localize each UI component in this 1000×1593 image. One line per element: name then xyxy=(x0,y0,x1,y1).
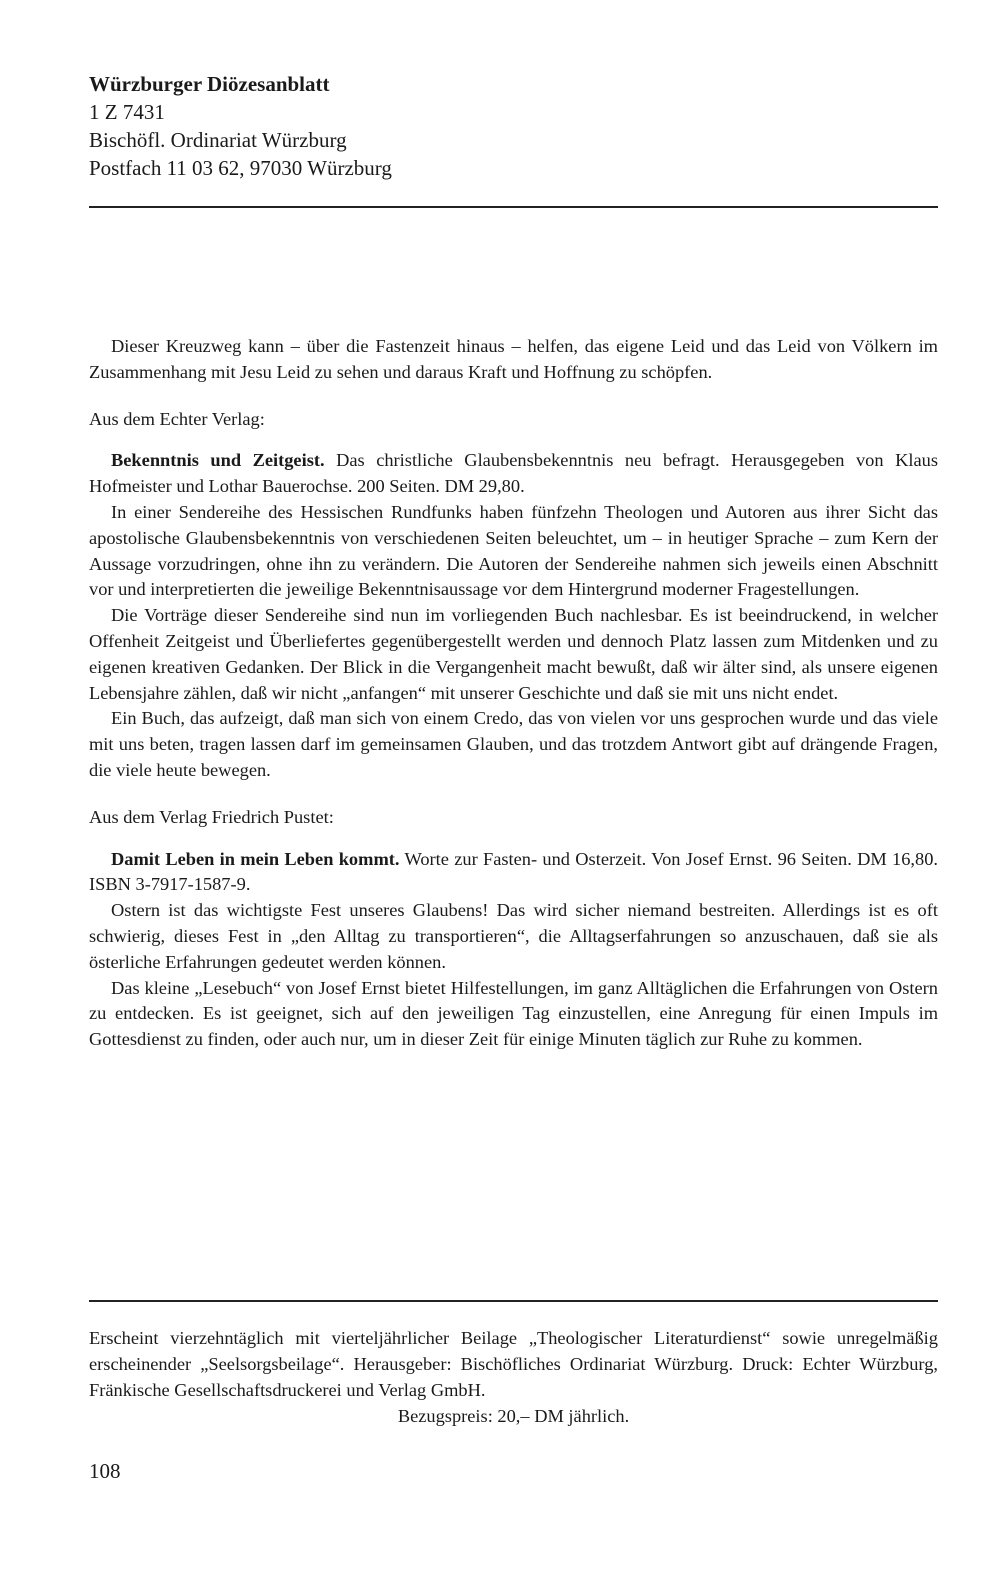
paragraph: Ein Buch, das aufzeigt, daß man sich von einem Credo, das von vielen vor uns gesprochen wurde und das viele mit uns beten, tragen lassen darf im gemeinsamen Glauben, und das trotzdem Antwort gibt auf drängende Fragen, die viele heute bewegen. xyxy=(89,708,938,780)
paragraph: Die Vorträge dieser Sendereihe sind nun im vorliegenden Buch nachlesbar. Es ist beeindruckend, in welcher Offenheit Zeitgeist und Überliefertes gegenübergestellt werden und dennoch Platz lassen zum Mitdenken und zu eigenen kreativen Gedanken. Der Blick in die Vergangenheit macht bewußt, daß wir älter sind, als unsere eigenen Lebensjahre zählen, daß wir nicht „anfangen“ mit unserer Geschichte und daß sie mit uns nicht endet. xyxy=(89,605,938,703)
paragraph: Ostern ist das wichtigste Fest unseres Glaubens! Das wird sicher niemand bestreiten. Allerdings ist es oft schwierig, dieses Fest in „den Alltag zu transportieren“, die Alltagserfahrungen so anzuschauen, daß sie als österliche Erfahrungen gedeutet werden können. xyxy=(89,900,938,972)
publication-title: Würzburger Diözesanblatt xyxy=(89,72,330,96)
book-entry-damit-leben xyxy=(89,847,938,899)
book-title: Damit Leben in mein Leben kommt. xyxy=(111,848,400,869)
publication-code: 1 Z 7431 xyxy=(89,100,165,124)
book-info: Worte zur Fasten- und Osterzeit. Von Josef Ernst. 96 Seiten. DM 16,80. ISBN 3-7917-1587-9. xyxy=(89,848,938,895)
publisher-name: Bischöfl. Ordinariat Würzburg xyxy=(89,128,347,152)
intro-paragraph: Dieser Kreuzweg kann – über die Fastenzeit hinaus – helfen, das eigene Leid und das Leid von Völkern im Zusammenhang mit Jesu Leid zu sehen und daraus Kraft und Hoffnung zu schöpfen. xyxy=(89,336,938,382)
section-heading-echter: Aus dem Echter Verlag: xyxy=(89,408,265,429)
publisher-address: Postfach 11 03 62, 97030 Würzburg xyxy=(89,156,392,180)
imprint-text: Erscheint vierzehntäglich mit vierteljährlicher Beilage „Theologischer Literaturdienst“ sowie unregelmäßig erscheinender „Seelsorgsbeilage“. Herausgeber: Bischöfliches Ordinariat Würzburg. Druck: Echter Würzburg, Fränkische Gesellschaftsdruckerei und Verlag GmbH. xyxy=(89,1328,938,1400)
paragraph: In einer Sendereihe des Hessischen Rundfunks haben fünfzehn Theologen und Autoren aus ihrer Sicht das apostolische Glaubensbekenntnis von verschiedenen Seiten beleuchtet, um – in heutiger Sprache – zum Kern der Aussage vorzudringen, ohne ihn zu verändern. Die Autoren der Sendereihe nahmen sich jeweils einen Abschnitt vor und interpretierten die jeweilige Bekenntnisaussage vor dem Hintergrund moderner Fragestellungen. xyxy=(89,501,938,600)
top-divider xyxy=(89,206,938,208)
bottom-divider xyxy=(89,1300,938,1302)
book-entry-bekenntnis xyxy=(89,448,938,500)
book-info: Das christliche Glaubensbekenntnis neu befragt. Herausgegeben von Klaus Hofmeister und Lothar Bauerochse. 200 Seiten. DM 29,80. xyxy=(89,450,938,497)
imprint xyxy=(89,1325,938,1429)
masthead xyxy=(89,70,849,182)
paragraph: Das kleine „Lesebuch“ von Josef Ernst bietet Hilfestellungen, im ganz Alltäglichen die Erfahrungen von Ostern zu entdecken. Es ist geeignet, sich auf den jeweiligen Tag einzustellen, eine Anregung für einen Impuls im Gottesdienst zu finden, oder auch nur, um in dieser Zeit für einige Minuten täglich zur Ruhe zu kommen. xyxy=(89,977,938,1050)
page-number: 108 xyxy=(89,1459,121,1483)
book-title: Bekenntnis und Zeitgeist. xyxy=(111,450,325,471)
article-body xyxy=(89,334,938,1053)
subscription-price: Bezugspreis: 20,– DM jährlich. xyxy=(397,1406,630,1426)
section-heading-pustet: Aus dem Verlag Friedrich Pustet: xyxy=(89,806,334,827)
